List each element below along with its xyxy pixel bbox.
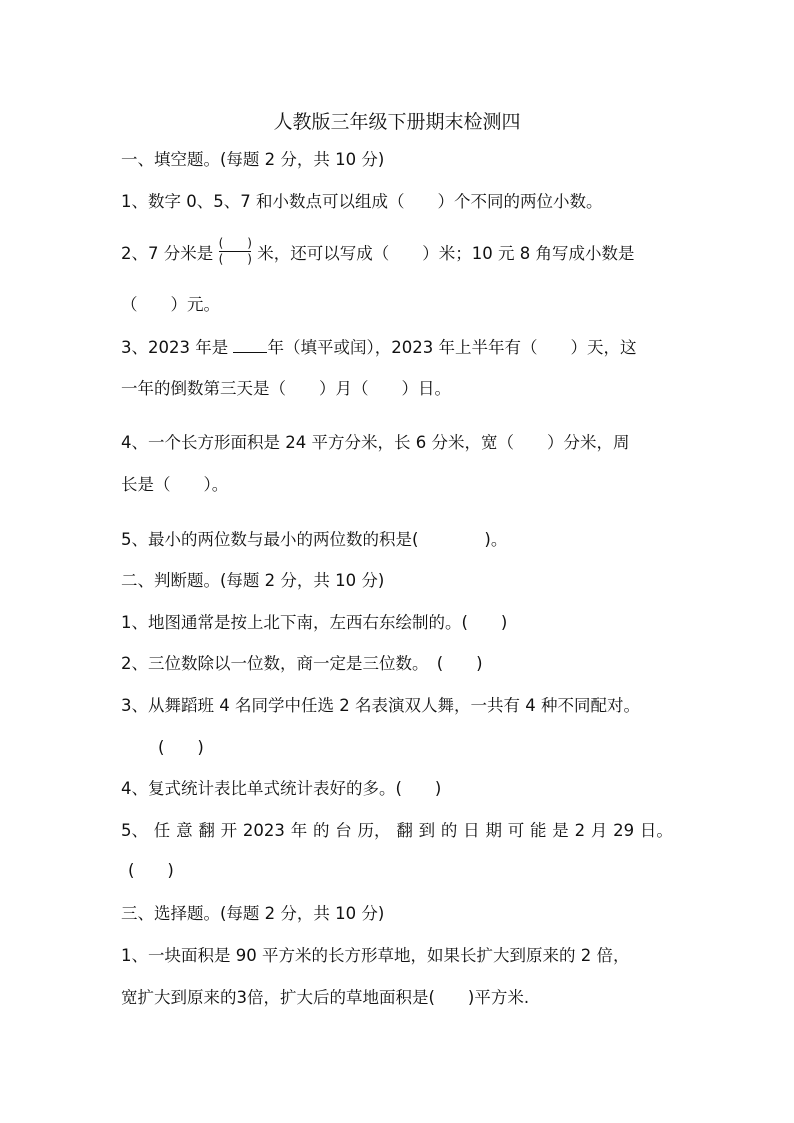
q5-word: 翻 [396,821,413,840]
q5-word: 台 [335,821,352,840]
q5-word: 意 [176,821,193,840]
page-title: 人教版三年级下册期末检测四 [273,111,521,133]
q5-word: 任 [153,821,171,840]
question-1-2-text-b: 米，还可以写成（ ）米；10 元 8 角写成小数是 [257,244,635,263]
q5-word: 开 [220,821,238,840]
section-heading-true-false: 二、判断题。(每题 2 分，共 10 分) [121,571,385,590]
q5-word: 年 [290,821,308,840]
section-heading-multiple-choice: 三、选择题。(每题 2 分，共 10 分) [121,904,385,923]
question-1-3-line-2: 一年的倒数第三天是（ ）月（ ）日。 [121,379,451,398]
question-1-4-line-2: 长是（ ）。 [121,475,229,494]
question-2-3-line-1: 3、从舞蹈班 4 名同学中任选 2 名表演双人舞，一共有 4 种不同配对。 [121,696,640,715]
q5-word: 月 [590,821,608,840]
section-heading-fill-blank: 一、填空题。(每题 2 分，共 10 分) [121,150,385,169]
answer-blank [233,337,267,353]
q5-word: 的 [440,821,458,840]
fraction-blank [215,237,255,266]
question-2-2: 2、三位数除以一位数，商一定是三位数。 ( ) [121,654,483,673]
question-1-5: 5、最小的两位数与最小的两位数的积是( )。 [121,530,508,549]
q5-word: 可 [507,821,525,840]
question-2-1: 1、地图通常是按上北下南，左西右东绘制的。( ) [121,613,508,632]
question-1-3-text-a: 3、2023 年是 [121,338,229,357]
question-3-1-line-1: 1、一块面积是 90 平方米的长方形草地，如果长扩大到原来的 2 倍， [121,946,630,965]
q5-word: 5、 [121,821,148,840]
question-1-2-line-1 [121,236,635,266]
question-1-2-line-2: （ ）元。 [121,295,220,314]
q5-word: 能 [530,821,547,840]
q5-word: 2023 [242,821,285,840]
q5-word: 2 [574,821,586,840]
q5-word: 的 [312,821,330,840]
q5-word: 期 [485,821,502,840]
q5-word: 是 [552,821,569,840]
fraction-numerator: ( ) [218,236,252,250]
q5-word: 到 [418,821,436,840]
question-2-4: 4、复式统计表比单式统计表好的多。( ) [121,779,442,798]
question-2-3-line-2: ( ) [158,738,204,757]
question-1-3-text-b: 年（填平或闰），2023 年上半年有（ ）天，这 [267,338,637,357]
question-2-5-line-2: ( ) [128,861,174,880]
question-1-3-line-1 [121,337,636,358]
question-1-2-text-a: 2、7 分米是 [121,244,214,263]
question-3-1-line-2: 宽扩大到原来的3倍，扩大后的草地面积是( )平方米. [121,988,530,1007]
q5-word: 翻 [198,821,215,840]
question-1-1: 1、数字 0、5、7 和小数点可以组成（ ）个不同的两位小数。 [121,192,603,211]
q5-word: 日 [463,821,480,840]
question-1-4-line-1: 4、一个长方形面积是 24 平方分米，长 6 分米，宽（ ）分米，周 [121,433,630,452]
q5-word: 29 [613,821,635,840]
fraction-denominator: ( ) [218,252,252,266]
q5-word: 日。 [639,821,673,840]
q5-word: 历， [357,821,391,840]
question-2-5-line-1 [121,821,673,841]
